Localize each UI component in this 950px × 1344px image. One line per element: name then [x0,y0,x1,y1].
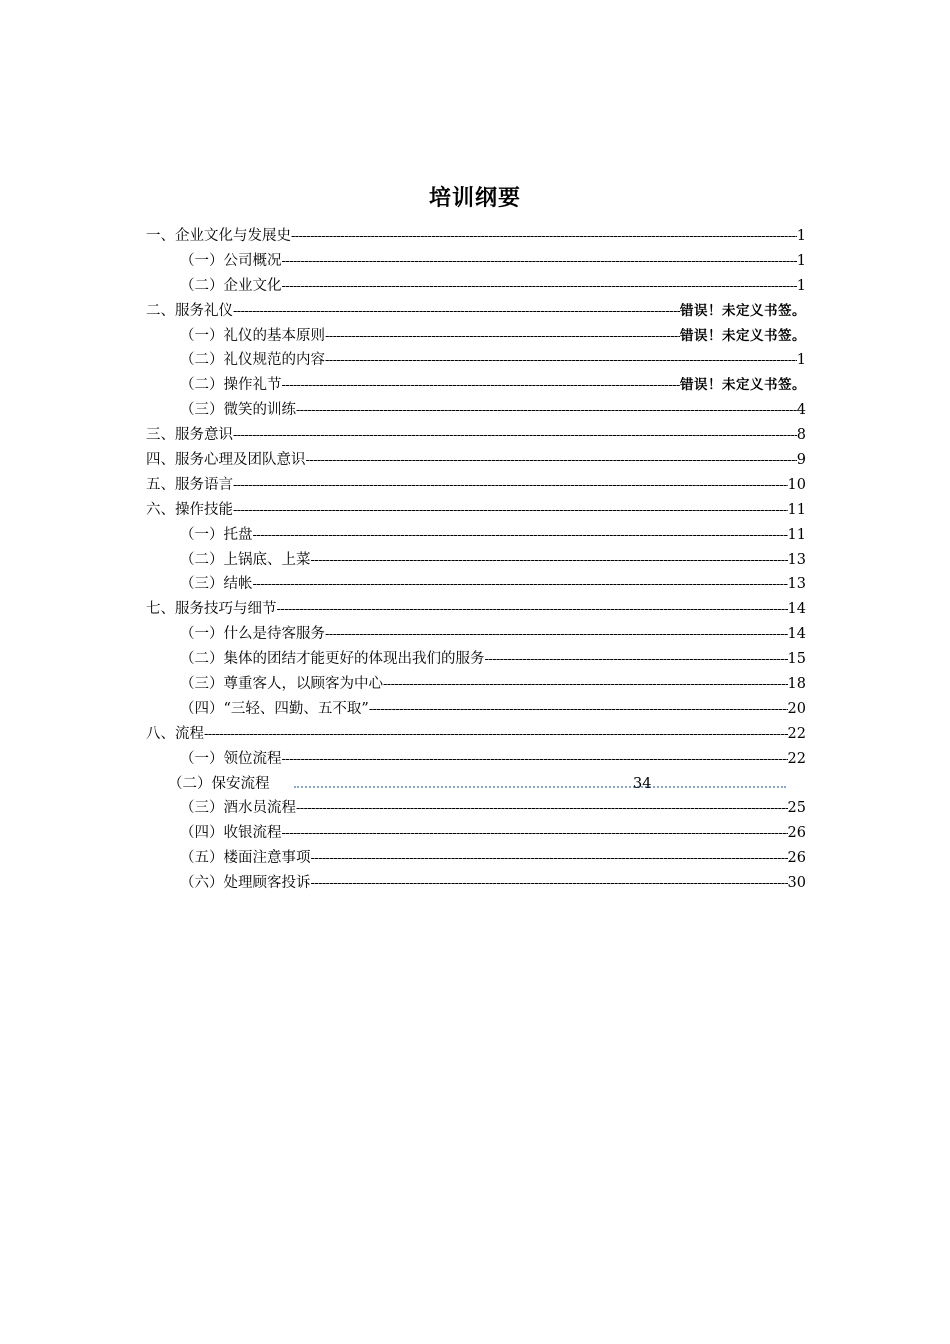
toc-entry[interactable] [146,548,806,573]
toc-entry[interactable] [146,274,806,299]
toc-page-number: 9 [796,452,806,469]
toc-dash-leader [296,797,788,822]
toc-entry[interactable] [146,423,806,448]
toc-dash-leader [311,847,788,872]
toc-dash-leader [282,250,797,275]
toc-entry[interactable] [146,398,806,423]
toc-dash-leader [282,748,788,773]
toc-dash-leader [291,225,797,250]
toc-page-number: 1 [796,252,806,269]
toc-entry-label: 六、操作技能 [146,501,233,518]
toc-entry-label: （二）企业文化 [180,277,282,294]
toc-entry-label: （四）收银流程 [180,825,282,842]
toc-dash-leader [296,399,797,424]
toc-page-number: 11 [787,501,806,518]
toc-entry[interactable] [146,871,806,896]
toc-dash-leader [233,424,797,449]
toc-page-number: 30 [787,875,806,892]
toc-entry-label: （一）领位流程 [180,750,282,767]
toc-entry-label: （二）上锅底、上菜 [180,551,311,568]
toc-page-number: 10 [787,476,806,493]
toc-entry-label: （二）集体的团结才能更好的体现出我们的服务 [180,651,485,668]
toc-page-number: 8 [796,427,806,444]
toc-entry[interactable] [146,622,806,647]
toc-entry-label: 八、流程 [146,725,204,742]
toc-entry-label: （二）操作礼节 [180,377,282,394]
toc-entry-label: （一）托盘 [180,526,253,543]
toc-page-number: 18 [787,676,806,693]
toc-entry-label: （六）处理顾客投诉 [180,875,311,892]
toc-dash-leader [233,499,788,524]
toc-dash-leader [282,374,681,399]
toc-dash-leader [204,723,788,748]
toc-page-number: 13 [787,551,806,568]
toc-entry-label: （一）礼仪的基本原则 [180,327,325,344]
toc-page-number: 11 [787,526,806,543]
toc-dash-leader [369,698,788,723]
toc-entry[interactable] [146,249,806,274]
toc-entry-label: 四、服务心理及团队意识 [146,452,306,469]
toc-page-number: 1 [796,352,806,369]
toc-dash-leader [485,648,788,673]
toc-entry-label: （一）公司概况 [180,252,282,269]
toc-entry-label: （三）酒水员流程 [180,800,296,817]
toc-entry[interactable] [146,821,806,846]
toc-dotted-leader [294,786,786,788]
toc-entry-label: （四）“三轻、四勤、五不取” [180,700,369,717]
toc-page-number: 14 [787,601,806,618]
toc-entry[interactable] [146,224,806,249]
toc-entry-label: （一）什么是待客服务 [180,626,325,643]
toc-entry[interactable] [146,348,806,373]
toc-entry[interactable] [146,772,806,797]
toc-entry-label: （三）微笑的训练 [180,402,296,419]
toc-entry[interactable] [146,722,806,747]
toc-dash-leader [282,275,797,300]
toc-entry-label: 一、企业文化与发展史 [146,228,291,244]
toc-error-message: 错误！未定义书签。 [680,377,806,394]
toc-entry-label: （三）尊重客人，以顾客为中心 [180,676,383,693]
table-of-contents [146,224,806,896]
toc-dash-leader [233,474,788,499]
toc-dash-leader [282,822,788,847]
toc-entry[interactable] [146,473,806,498]
toc-entry-label: （五）楼面注意事项 [180,850,311,867]
toc-entry[interactable] [146,846,806,871]
toc-dash-leader [325,623,788,648]
toc-entry-label: （三）结帐 [180,576,253,593]
toc-entry[interactable] [146,299,806,324]
toc-page-number: 22 [787,725,806,742]
toc-page-number: 25 [787,800,806,817]
toc-page-number: 4 [796,402,806,419]
toc-error-message: 错误！未定义书签。 [680,327,806,344]
toc-entry-label: 三、服务意识 [146,427,233,444]
toc-page-number: 26 [787,850,806,867]
toc-page-number: 20 [787,700,806,717]
toc-dash-leader [277,598,788,623]
toc-page-number: 22 [787,750,806,767]
toc-page-number: 15 [787,651,806,668]
toc-dash-leader [233,300,680,325]
toc-dash-leader [383,673,788,698]
toc-dash-leader [311,549,788,574]
toc-entry[interactable] [146,747,806,772]
toc-entry[interactable] [146,498,806,523]
toc-dash-leader [311,872,788,897]
toc-entry[interactable] [146,324,806,349]
toc-page-number: 26 [787,825,806,842]
toc-page-number: 14 [787,626,806,643]
document-title: 培训纲要 [428,186,521,211]
toc-entry[interactable] [146,647,806,672]
toc-dash-leader [325,349,797,374]
toc-entry[interactable] [146,572,806,597]
toc-entry[interactable] [146,597,806,622]
toc-entry-label: 五、服务语言 [146,476,233,493]
toc-page-number: 34 [633,775,652,792]
toc-entry[interactable] [146,448,806,473]
toc-entry[interactable] [146,697,806,722]
toc-page-number: 13 [787,576,806,593]
toc-entry-label: （二）保安流程 [168,775,270,792]
toc-dash-leader [306,449,797,474]
toc-dash-leader [253,524,788,549]
toc-entry-label: 二、服务礼仪 [146,302,233,319]
toc-entry[interactable] [146,672,806,697]
toc-dash-leader [253,573,788,598]
toc-entry-label: （二）礼仪规范的内容 [180,352,325,369]
toc-dash-leader [325,325,680,350]
toc-page-number: 1 [796,277,806,294]
toc-entry[interactable] [146,796,806,821]
toc-entry[interactable] [146,373,806,398]
toc-entry[interactable] [146,523,806,548]
toc-error-message: 错误！未定义书签。 [680,302,806,319]
toc-page-number: 1 [796,228,806,244]
toc-entry-label: 七、服务技巧与细节 [146,601,277,618]
